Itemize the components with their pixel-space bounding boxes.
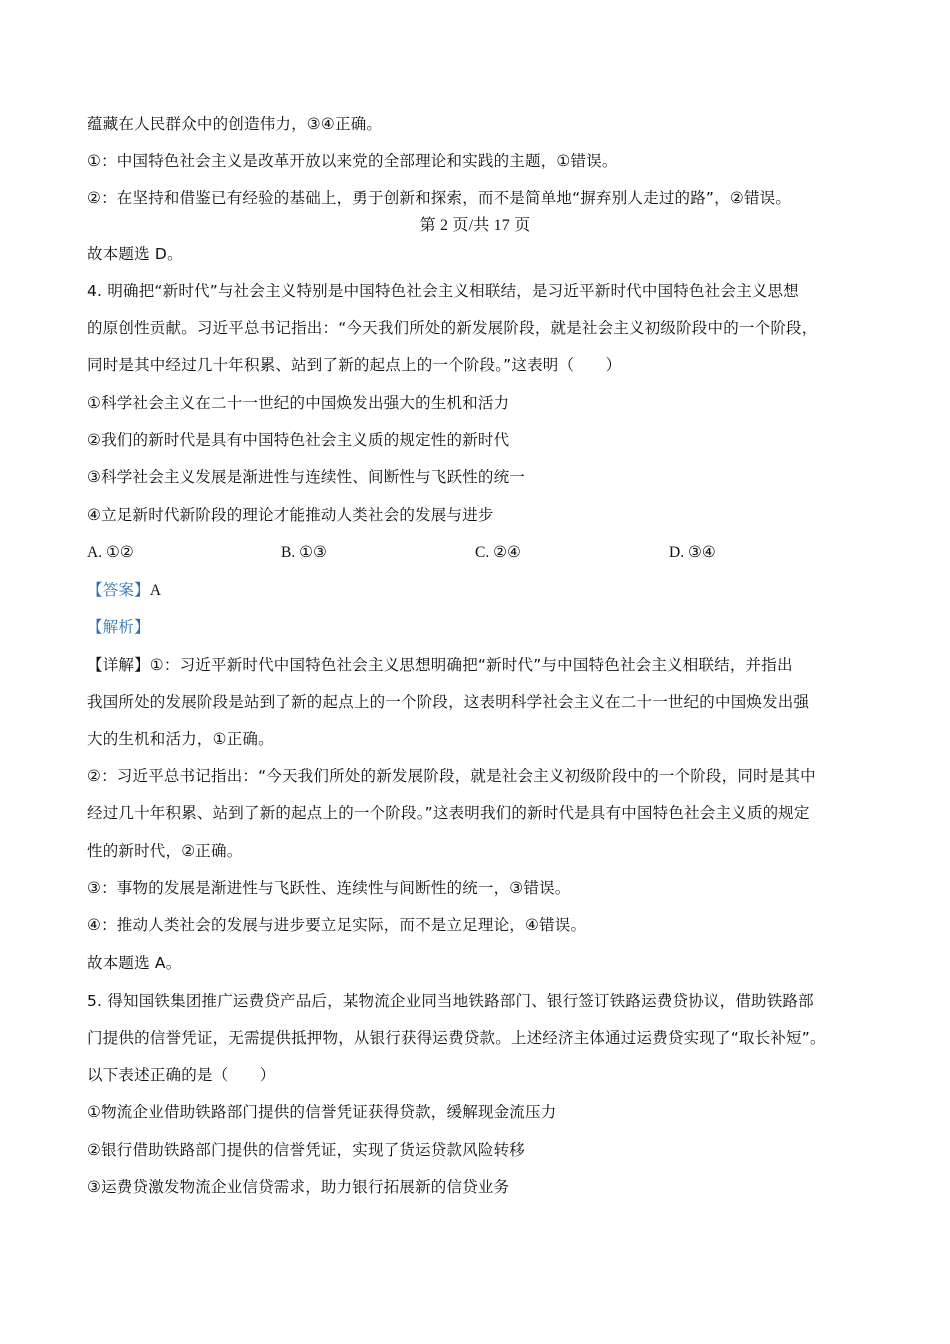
option-c: C. ②④: [475, 544, 521, 561]
question-4-statement: ②我们的新时代是具有中国特色社会主义质的规定性的新时代: [87, 431, 510, 449]
question-4-stem: 同时是其中经过几十年积累、站到了新的起点上的一个阶段。”这表明（ ）: [87, 356, 622, 374]
prev-analysis-line: ②：在坚持和借鉴已有经验的基础上，勇于创新和探索，而不是简单地“摒弃别人走过的路”，②错误。: [87, 189, 792, 207]
question-4-stem: 的原创性贡献。习近平总书记指出：“今天我们所处的新发展阶段，就是社会主义初级阶段中的一个阶段，: [87, 319, 818, 337]
answer-row: [87, 580, 161, 601]
option-b: B. ①③: [281, 544, 327, 561]
question-5-statement: ①物流企业借助铁路部门提供的信誉凭证获得贷款，缓解现金流压力: [87, 1103, 557, 1121]
detail-line: 我国所处的发展阶段是站到了新的起点上的一个阶段，这表明科学社会主义在二十一世纪的中国焕发出强: [87, 693, 810, 711]
question-5-statement: ②银行借助铁路部门提供的信誉凭证，实现了货运贷款风险转移: [87, 1141, 525, 1159]
question-5-stem: 以下表述正确的是（ ）: [87, 1066, 276, 1084]
question-4-statement: ①科学社会主义在二十一世纪的中国焕发出强大的生机和活力: [87, 394, 510, 412]
detail-line: 性的新时代，②正确。: [87, 842, 243, 860]
question-4-stem: 4. 明确把“新时代”与社会主义特别是中国特色社会主义相联结，是习近平新时代中国特色社会主义思想: [87, 282, 799, 300]
detail-line: 【详解】①：习近平新时代中国特色社会主义思想明确把“新时代”与中国特色社会主义相联结，并指出: [87, 656, 793, 674]
detail-line: 大的生机和活力，①正确。: [87, 730, 274, 748]
detail-line: 经过几十年积累、站到了新的起点上的一个阶段。”这表明我们的新时代是具有中国特色社会主义质的规定: [87, 804, 810, 822]
answer-label: 【答案】: [87, 581, 150, 599]
detail-line: ④：推动人类社会的发展与进步要立足实际，而不是立足理论，④错误。: [87, 916, 587, 934]
option-d: D. ③④: [669, 544, 716, 561]
answer-value: A: [149, 582, 162, 599]
question-5-statement: ③运费贷激发物流企业信贷需求，助力银行拓展新的信贷业务: [87, 1178, 510, 1196]
page-footer: 第 2 页/共 17 页: [419, 217, 531, 234]
question-5-stem: 门提供的信誉凭证，无需提供抵押物，从银行获得运费贷款。上述经济主体通过运费贷实现了“取长补短”。: [87, 1029, 826, 1047]
prev-analysis-line: ①：中国特色社会主义是改革开放以来党的全部理论和实践的主题，①错误。: [87, 152, 618, 170]
prev-analysis-line: 蕴藏在人民群众中的创造伟力，③④正确。: [87, 115, 383, 133]
analysis-label: 【解析】: [87, 618, 150, 636]
question-4-conclusion: 故本题选 A。: [87, 954, 182, 972]
question-4-statement: ④立足新时代新阶段的理论才能推动人类社会的发展与进步: [87, 506, 494, 524]
option-a: A. ①②: [87, 544, 134, 561]
question-4-statement: ③科学社会主义发展是渐进性与连续性、间断性与飞跃性的统一: [87, 468, 525, 486]
question-5-stem: 5. 得知国铁集团推广运费贷产品后，某物流企业同当地铁路部门、银行签订铁路运费贷协议，借助铁路部: [87, 992, 814, 1010]
detail-line: ③：事物的发展是渐进性与飞跃性、连续性与间断性的统一，③错误。: [87, 879, 571, 897]
detail-line: ②：习近平总书记指出：“今天我们所处的新发展阶段，就是社会主义初级阶段中的一个阶段，同时是其中: [87, 767, 816, 785]
prev-conclusion: 故本题选 D。: [87, 245, 183, 263]
